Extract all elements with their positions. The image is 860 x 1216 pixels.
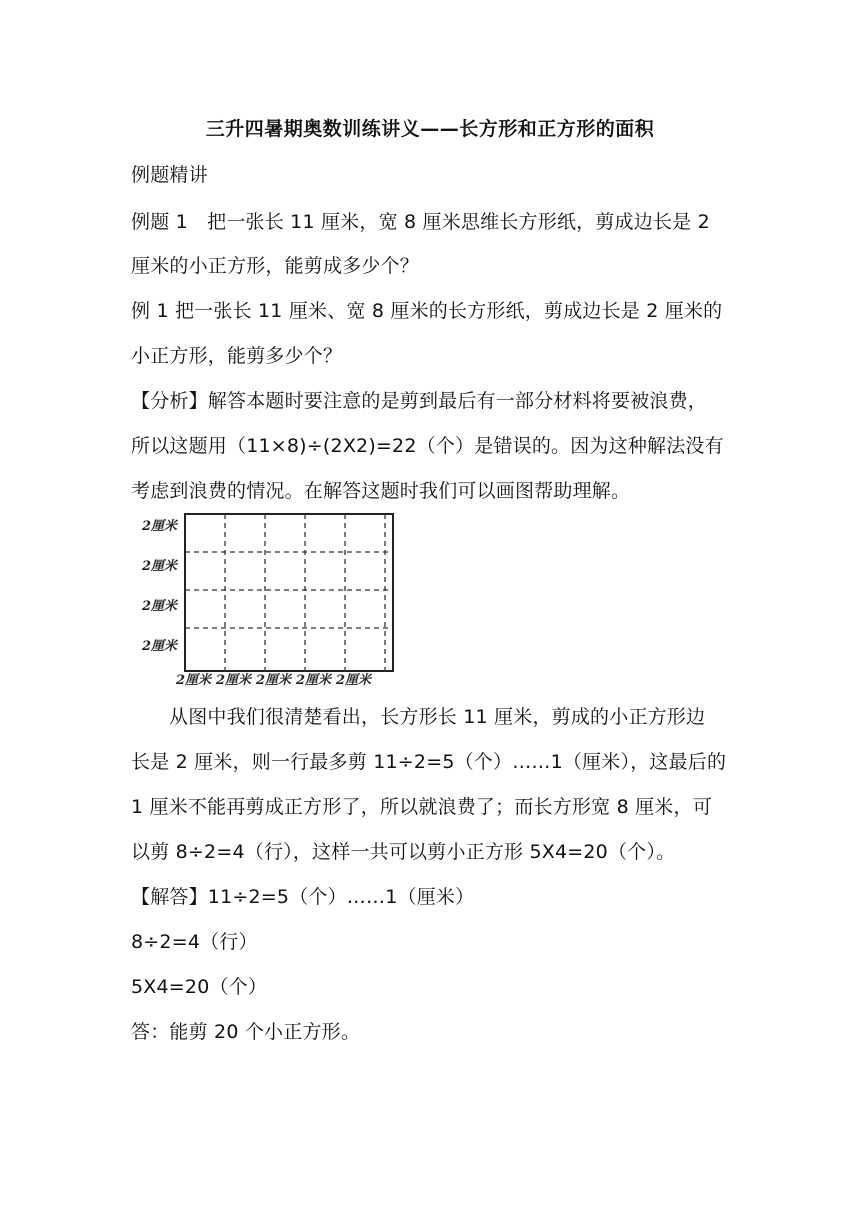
answer-text-line: 5X4=20（个） <box>131 976 268 998</box>
analysis-text-line: 考虑到浪费的情况。在解答这题时我们可以画图帮助理解。 <box>131 480 631 502</box>
explanation-text-line: 以剪 8÷2=4（行），这样一共可以剪小正方形 5X4=20（个）。 <box>131 841 676 863</box>
row-size-label: 2厘米 <box>142 639 178 654</box>
column-size-label: 2厘米 <box>216 673 252 686</box>
row-size-label: 2厘米 <box>142 559 178 574</box>
section-heading: 例题精讲 <box>131 164 208 186</box>
analysis-text-line: 所以这题用（11×8)÷(2X2)=22（个）是错误的。因为这种解法没有 <box>131 435 724 457</box>
rectangle-outline <box>185 514 393 671</box>
example-text-line: 小正方形，能剪多少个？ <box>131 345 343 367</box>
grid-figure-svg <box>130 508 400 686</box>
problem-text-line: 厘米的小正方形，能剪成多少个？ <box>131 255 420 277</box>
analysis-text-line: 【分析】解答本题时要注意的是剪到最后有一部分材料将要被浪费， <box>131 390 708 412</box>
explanation-text-line: 长是 2 厘米，则一行最多剪 11÷2=5（个）……1（厘米），这最后的 <box>131 751 727 773</box>
example-text-line: 例 1 把一张长 11 厘米、宽 8 厘米的长方形纸，剪成边长是 2 厘米的 <box>131 300 723 322</box>
page-title: 三升四暑期奥数训练讲义——长方形和正方形的面积 <box>205 118 655 140</box>
column-size-label: 2厘米 <box>256 673 292 686</box>
explanation-text-line: 从图中我们很清楚看出，长方形长 11 厘米，剪成的小正方形边 <box>169 706 706 728</box>
answer-text-line: 【解答】11÷2=5（个）……1（厘米） <box>131 886 475 908</box>
explanation-text-line: 1 厘米不能再剪成正方形了，所以就浪费了；而长方形宽 8 厘米，可 <box>131 796 712 818</box>
problem-text-line: 例题 1 把一张长 11 厘米，宽 8 厘米思维长方形纸，剪成边长是 2 <box>131 211 710 233</box>
row-size-label: 2厘米 <box>142 599 178 614</box>
column-size-label: 2厘米 <box>296 673 332 686</box>
column-size-label: 2厘米 <box>176 673 212 686</box>
grid-figure <box>130 508 400 686</box>
answer-text-line: 8÷2=4（行） <box>131 931 258 953</box>
column-size-label: 2厘米 <box>336 673 372 686</box>
row-size-label: 2厘米 <box>142 519 178 534</box>
answer-text-line: 答：能剪 20 个小正方形。 <box>131 1021 361 1043</box>
